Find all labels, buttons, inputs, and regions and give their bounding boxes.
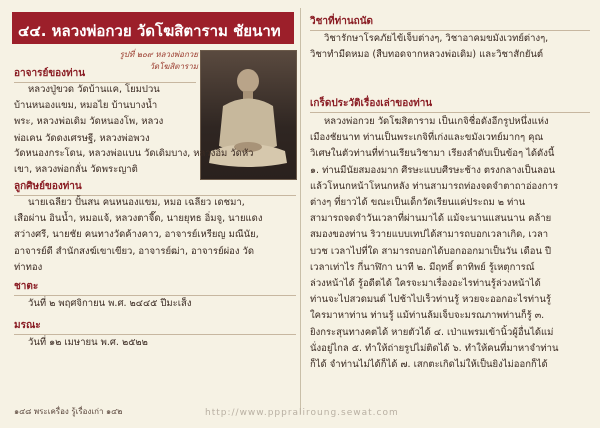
birth-heading: ชาตะ xyxy=(14,279,296,296)
text-line: เมืองชัยนาท ท่านเป็นพระเกจิที่เก่งและขมังเวทย์มากๆ คุณ xyxy=(310,132,544,144)
text-line: นั่งอยู่ไกล ๕. ทำให้ถ่ายรูปไม่ติดได้ ๖. ทำให้คนที่มาหาจำท่าน xyxy=(310,342,559,354)
watermark-url: http://www.pppraliroung.sewat.com xyxy=(205,408,399,418)
text-line: สามารถจดจำวันเวลาที่ผ่านมาได้ แม้จะนานแสนนาน คล้าย xyxy=(310,213,552,225)
text-line: หลวงปู่ขวด วัดบ้านแค, โยมปวน xyxy=(28,84,160,95)
text-line: วันที่ ๒ พฤศจิกายน พ.ศ. ๒๔๔๕ ปีมะเส็ง xyxy=(28,298,192,309)
page-footer: ๑๔๘ พระเครื่อง รู้เรื่องเก่า ๑๔๒ xyxy=(14,407,123,416)
birth-text xyxy=(14,296,296,312)
text-line: วันที่ ๑๒ เมษายน พ.ศ. ๒๕๒๒ xyxy=(28,337,148,348)
text-line: ท่าทอง xyxy=(14,261,43,273)
death-text xyxy=(14,335,296,351)
text-line: วิชารักษาโรคภัยไข้เจ็บต่างๆ, วิชาอาคมขมังเวทย์ต่างๆ, xyxy=(324,33,549,44)
text-line: สว่างศรี, นายชัย คนทางวัดค้างคาว, อาจารย์เหรียญ มณีนัย, xyxy=(14,229,259,241)
teachers-heading: อาจารย์ของท่าน xyxy=(14,66,196,83)
text-line: ต่างๆ ที่ยาวได้ ขณะเป็นเด็กวัดเรียนแค่ประถม ๒ ท่าน xyxy=(310,197,526,209)
teachers-text xyxy=(14,82,200,147)
text-line: ก็ได้ จำท่านไม่ได้ก็ได้ ๗. เสกตะเกิดไม่ให้เป็นยิงไม่ออกก็ได้ xyxy=(310,359,548,371)
text-line: วัดหนองกระโดน, หลวงพ่อแบน วัดเดิมบาง, หลวงอิ่ม วัดหัว xyxy=(14,148,254,159)
text-line: นายเฉลียว ปั้นสน คนหนองแขม, หมอ เฉลียว เดชมา, xyxy=(28,197,245,208)
text-line: บ้านหนองแขม, หมอไย บ้านบางน้ำ xyxy=(14,100,158,112)
text-line: แล้วโหนกหน้าโหนกหลัง ท่านสามารถท่องจดจำตาถาอ่องการ xyxy=(310,180,559,192)
skills-heading: วิชาที่ท่านถนัด xyxy=(310,14,590,31)
teachers-text-wide xyxy=(14,146,296,178)
text-line: ใครมาหาท่าน ท่านรู้ แม้ท่านล้มเจ็บจะมรณภาพท่านก็รู้ ๓. xyxy=(310,310,545,322)
text-line: ท่านจะไปสวดมนต์ ไปช้าไปเร็วท่านรู้ หวยจะออกอะไรท่านรู้ xyxy=(310,294,551,306)
photo-caption-line: วัดโฆสิตาราม xyxy=(149,62,198,71)
text-line: ล่วงหน้าได้ รู้อดีตได้ ใครจะมาเรื่องอะไรท่านรู้ล่วงหน้าได้ xyxy=(310,278,541,290)
text-line: วิเศษในตัวท่านที่ท่านเรียนวิชามา เรียงลำดับเป็นข้อๆ ได้ดังนี้ xyxy=(310,148,555,160)
column-divider xyxy=(300,8,301,414)
text-line: อาจารย์ดี สำนักสงฆ์เขาเขียว, อาจารย์ฒ่า, อาจารย์ผ่อง วัด xyxy=(14,245,255,257)
text-line: หลวงพ่อกวย วัดโฆสิตาราม เป็นเกจิชื่อดังอีกรูปหนึ่งแห่ง xyxy=(324,116,549,127)
disciples-heading: ลูกศิษย์ของท่าน xyxy=(14,179,296,196)
stories-heading: เกร็ดประวัติเรื่องเล่าของท่าน xyxy=(310,96,590,113)
disciples-text xyxy=(14,195,296,276)
death-heading: มรณะ xyxy=(14,318,296,335)
text-line: เขา, หลวงพ่อกลั่น วัดพระญาติ xyxy=(14,164,138,176)
text-line: พระ, หลวงพ่อเดิม วัดหนองโพ, หลวง xyxy=(14,116,164,128)
text-line: ยิงกระสุนทางคตได้ หายตัวได้ ๔. เป่าแพรมเข้านิ้วผู้อื่นได้แม่ xyxy=(310,326,554,338)
text-line: ๑. ท่านมีนัยสมองมาก ศีรษะแบบศีรษะช้าง ตรงกลางเป็นลอน xyxy=(310,164,556,176)
text-line: วิชาทำมีดหมอ (สืบทอดจากหลวงพ่อเดิม) และวิชาสักยันต์ xyxy=(310,49,544,61)
text-line: บวช เวลาไปที่ใด สามารถบอกได้บอกออกมาเป็นวัน เดือน ปี xyxy=(310,245,552,257)
chapter-title: ๔๔. หลวงพ่อกวย วัดโฆสิตาราม ชัยนาท xyxy=(18,22,281,40)
text-line: เสือผ่าน อินน้ำ, หมอแจ้, หลวงตาจี๊ด, นายยุทธ อิ่มจู, นายแดง xyxy=(14,213,263,225)
skills-text xyxy=(310,31,592,63)
text-line: เวลาเท่าไร กี่นาฬิกา นาที ๒. มีฤทธิ์ ตาทิพย์ รู้เหตุการณ์ xyxy=(310,261,535,273)
stories-text xyxy=(310,114,592,373)
photo-caption-line: รูปที่ ๒๐๙ หลวงพ่อกวย xyxy=(119,50,198,59)
text-line: สมองของท่าน ริวายแบบเทปได้สามารถบอกเวลาเกิด, เวลา xyxy=(310,229,549,241)
chapter-title-bar xyxy=(12,12,294,44)
text-line: พ่อเคน วัดดงเศรษฐี, หลวงพ่อพวง xyxy=(14,132,150,144)
